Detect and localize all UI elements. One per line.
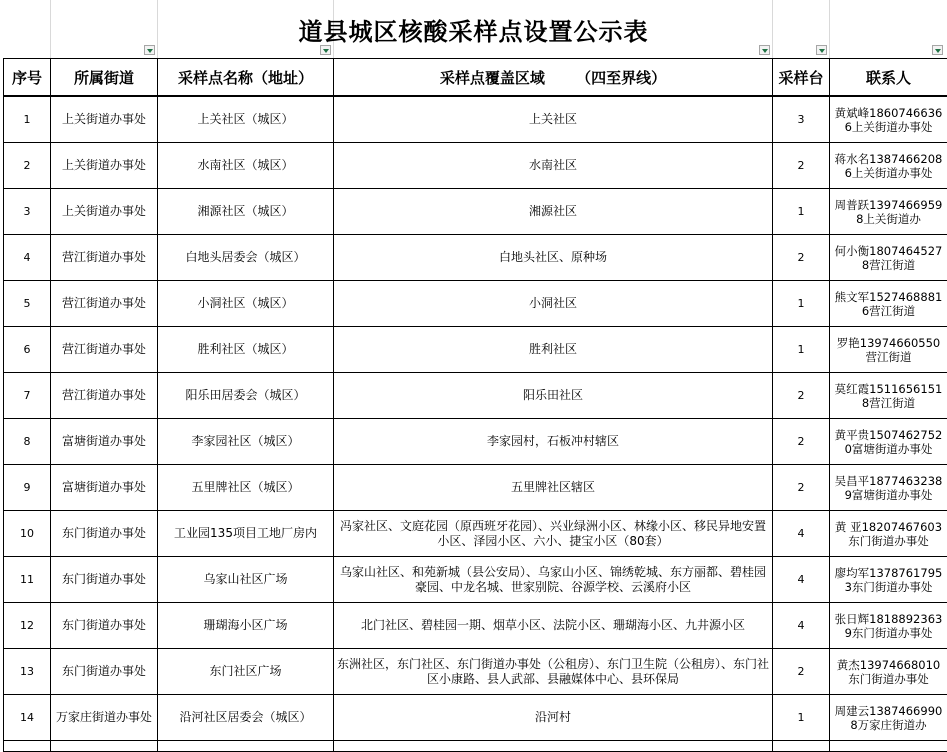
cell-area[interactable]: 白地头社区、原种场 xyxy=(334,235,773,281)
cell-site[interactable]: 珊瑚海小区广场 xyxy=(158,603,334,649)
cell-contact[interactable]: 黄斌峰18607466366上关街道办事处 xyxy=(830,96,947,143)
cell-site[interactable]: 沿河社区居委会（城区） xyxy=(158,695,334,741)
cell-street[interactable]: 东门街道办事处 xyxy=(51,603,158,649)
header-count[interactable]: 采样台 xyxy=(773,59,830,97)
cell-no[interactable]: 6 xyxy=(4,327,51,373)
cell-site[interactable]: 白地头居委会（城区） xyxy=(158,235,334,281)
cell-site[interactable]: 五里牌社区（城区） xyxy=(158,465,334,511)
cell-site[interactable]: 水南社区（城区） xyxy=(158,143,334,189)
cell-no[interactable]: 7 xyxy=(4,373,51,419)
table-row xyxy=(4,465,947,511)
cell-no[interactable]: 4 xyxy=(4,235,51,281)
filter-dropdown-icon[interactable] xyxy=(816,45,827,55)
cell-no[interactable]: 14 xyxy=(4,695,51,741)
cell-no[interactable]: 2 xyxy=(4,143,51,189)
sheet-title: 道县城区核酸采样点设置公示表 xyxy=(0,0,947,58)
cell-no[interactable]: 5 xyxy=(4,281,51,327)
table-row xyxy=(4,327,947,373)
cell-no[interactable]: 10 xyxy=(4,511,51,557)
header-row xyxy=(4,59,947,97)
cell-street[interactable]: 上关街道办事处 xyxy=(51,189,158,235)
cell-area[interactable]: 小洞社区 xyxy=(334,281,773,327)
cell-site[interactable]: 胜利社区（城区） xyxy=(158,327,334,373)
table-row xyxy=(4,419,947,465)
cell-street[interactable]: 东门街道办事处 xyxy=(51,511,158,557)
cell-contact[interactable]: 吴昌平18774632389富塘街道办事处 xyxy=(830,465,947,511)
cell-no[interactable]: 9 xyxy=(4,465,51,511)
cell-count[interactable]: 1 xyxy=(773,281,830,327)
cell-contact[interactable]: 廖均军13787617953东门街道办事处 xyxy=(830,557,947,603)
cell-count[interactable]: 2 xyxy=(773,649,830,695)
cell-street[interactable]: 营江街道办事处 xyxy=(51,373,158,419)
cell-area[interactable]: 东洲社区，东门社区、东门街道办事处（公租房）、东门卫生院（公租房）、东门社区小康路、县人武部、县融媒体中心、县环保局 xyxy=(334,649,773,695)
cell-site[interactable]: 李家园社区（城区） xyxy=(158,419,334,465)
cell-empty[interactable] xyxy=(4,741,51,752)
table-row xyxy=(4,557,947,603)
cell-empty[interactable] xyxy=(334,741,773,752)
cell-site[interactable]: 上关社区（城区） xyxy=(158,96,334,143)
cell-street[interactable]: 富塘街道办事处 xyxy=(51,465,158,511)
cell-area[interactable]: 胜利社区 xyxy=(334,327,773,373)
cell-site[interactable]: 乌家山社区广场 xyxy=(158,557,334,603)
sampling-sites-table xyxy=(3,58,947,752)
cell-count[interactable]: 1 xyxy=(773,189,830,235)
cell-count[interactable]: 4 xyxy=(773,511,830,557)
table-row xyxy=(4,96,947,143)
cell-area[interactable]: 五里牌社区辖区 xyxy=(334,465,773,511)
cell-street[interactable]: 上关街道办事处 xyxy=(51,143,158,189)
filter-dropdown-icon[interactable] xyxy=(932,45,943,55)
cell-contact[interactable]: 周普跃13974669598上关街道办 xyxy=(830,189,947,235)
cell-empty[interactable] xyxy=(51,741,158,752)
filter-dropdown-icon[interactable] xyxy=(144,45,155,55)
cell-street[interactable]: 东门街道办事处 xyxy=(51,557,158,603)
filter-dropdown-icon[interactable] xyxy=(759,45,770,55)
cell-contact[interactable]: 黄平贵15074627520富塘街道办事处 xyxy=(830,419,947,465)
header-site[interactable]: 采样点名称（地址） xyxy=(158,59,334,97)
cell-empty[interactable] xyxy=(158,741,334,752)
header-no[interactable]: 序号 xyxy=(4,59,51,97)
cell-site[interactable]: 湘源社区（城区） xyxy=(158,189,334,235)
cell-contact[interactable]: 何小衡18074645278营江街道 xyxy=(830,235,947,281)
cell-count[interactable]: 2 xyxy=(773,373,830,419)
table-row xyxy=(4,189,947,235)
table-row xyxy=(4,695,947,741)
cell-site[interactable]: 小洞社区（城区） xyxy=(158,281,334,327)
cell-contact[interactable]: 莫红霞15116561518营江街道 xyxy=(830,373,947,419)
cell-street[interactable]: 万家庄街道办事处 xyxy=(51,695,158,741)
header-street[interactable]: 所属街道 xyxy=(51,59,158,97)
table-row xyxy=(4,235,947,281)
cell-contact[interactable]: 罗艳13974660550营江街道 xyxy=(830,327,947,373)
cell-street[interactable]: 营江街道办事处 xyxy=(51,235,158,281)
cell-count[interactable]: 4 xyxy=(773,557,830,603)
cell-area[interactable]: 冯家社区、文庭花园（原西班牙花园）、兴业绿洲小区、林缘小区、移民异地安置小区、泽园小区、六小、捷宝小区（80套） xyxy=(334,511,773,557)
cell-street[interactable]: 上关街道办事处 xyxy=(51,96,158,143)
header-contact[interactable]: 联系人 xyxy=(830,59,947,97)
cell-area[interactable]: 乌家山社区、和苑新城（县公安局）、乌家山小区、锦绣乾城、东方丽都、碧桂园豪园、中龙名城、世家别院、谷源学校、云溪府小区 xyxy=(334,557,773,603)
cell-no[interactable]: 12 xyxy=(4,603,51,649)
cell-count[interactable]: 2 xyxy=(773,235,830,281)
table-row xyxy=(4,603,947,649)
cell-count[interactable]: 4 xyxy=(773,603,830,649)
cell-area[interactable]: 上关社区 xyxy=(334,96,773,143)
cell-contact[interactable]: 周建云13874669908万家庄街道办 xyxy=(830,695,947,741)
cell-count[interactable]: 2 xyxy=(773,143,830,189)
cell-area[interactable]: 沿河村 xyxy=(334,695,773,741)
cell-count[interactable]: 2 xyxy=(773,465,830,511)
cell-contact[interactable]: 蒋水名13874662086上关街道办事处 xyxy=(830,143,947,189)
cell-street[interactable]: 营江街道办事处 xyxy=(51,281,158,327)
cell-area[interactable]: 李家园村，石板冲村辖区 xyxy=(334,419,773,465)
cell-area[interactable]: 阳乐田社区 xyxy=(334,373,773,419)
cell-count[interactable]: 1 xyxy=(773,327,830,373)
table-row xyxy=(4,373,947,419)
filter-dropdown-icon[interactable] xyxy=(320,45,331,55)
table-row xyxy=(4,143,947,189)
cell-area[interactable]: 北门社区、碧桂园一期、烟草小区、法院小区、珊瑚海小区、九井源小区 xyxy=(334,603,773,649)
cell-street[interactable]: 营江街道办事处 xyxy=(51,327,158,373)
cell-no[interactable]: 8 xyxy=(4,419,51,465)
cell-no[interactable]: 1 xyxy=(4,96,51,143)
cell-area[interactable]: 水南社区 xyxy=(334,143,773,189)
table-row xyxy=(4,511,947,557)
header-area[interactable]: 采样点覆盖区域 （四至界线） xyxy=(334,59,773,97)
table-row xyxy=(4,741,947,752)
cell-count[interactable]: 1 xyxy=(773,695,830,741)
table-row xyxy=(4,649,947,695)
cell-site[interactable]: 阳乐田居委会（城区） xyxy=(158,373,334,419)
cell-count[interactable]: 3 xyxy=(773,96,830,143)
cell-empty[interactable] xyxy=(830,741,947,752)
cell-count[interactable]: 2 xyxy=(773,419,830,465)
table-row xyxy=(4,281,947,327)
cell-site[interactable]: 工业园135项目工地厂房内 xyxy=(158,511,334,557)
cell-no[interactable]: 13 xyxy=(4,649,51,695)
cell-street[interactable]: 东门街道办事处 xyxy=(51,649,158,695)
cell-site[interactable]: 东门社区广场 xyxy=(158,649,334,695)
cell-contact[interactable]: 黄 亚18207467603东门街道办事处 xyxy=(830,511,947,557)
cell-no[interactable]: 3 xyxy=(4,189,51,235)
cell-contact[interactable]: 熊文军15274688816营江街道 xyxy=(830,281,947,327)
cell-contact[interactable]: 张日辉18188923639东门街道办事处 xyxy=(830,603,947,649)
cell-street[interactable]: 富塘街道办事处 xyxy=(51,419,158,465)
cell-no[interactable]: 11 xyxy=(4,557,51,603)
cell-area[interactable]: 湘源社区 xyxy=(334,189,773,235)
cell-empty[interactable] xyxy=(773,741,830,752)
cell-contact[interactable]: 黄杰13974668010东门街道办事处 xyxy=(830,649,947,695)
